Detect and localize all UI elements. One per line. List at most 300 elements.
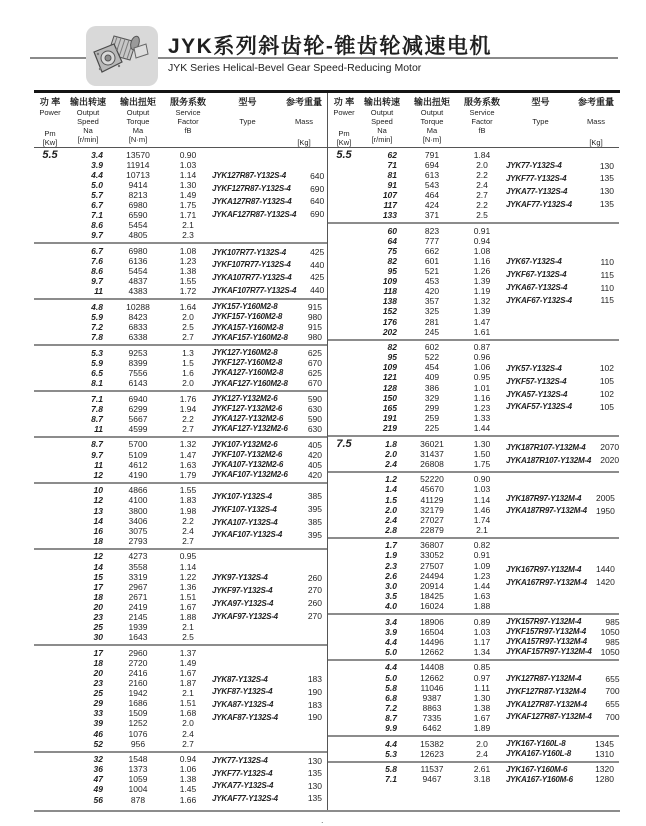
output-torque-value: 16504 [420, 626, 444, 637]
service-factor-value: 1.84 [473, 149, 491, 160]
mass-value: 385 [307, 491, 322, 502]
output-speed-value: 2.4 [385, 458, 397, 469]
service-factor-value: 2.1 [182, 688, 194, 699]
output-torque-value: 4190 [128, 469, 148, 480]
output-torque-value: 1059 [128, 774, 148, 785]
output-speed-value: 23 [93, 611, 103, 622]
mass-value: 135 [599, 173, 614, 184]
output-torque-value: 9467 [422, 774, 442, 785]
output-torque-value: 9387 [422, 692, 442, 703]
output-speed-value: 62 [387, 149, 397, 160]
service-factor-value: 2.2 [182, 413, 194, 424]
type-designation: JYKA127-Y132M2-6 [212, 414, 284, 424]
rating-rows [360, 439, 504, 469]
type-row [212, 246, 324, 259]
header-service-factor: 服务系数 Service Factor fB [463, 97, 500, 135]
output-speed-value: 1.4 [385, 484, 397, 495]
output-speed-value: 1.9 [385, 550, 397, 561]
output-speed-value: 2.0 [385, 504, 397, 515]
rating-row [66, 551, 210, 561]
output-torque-value: 1509 [128, 708, 148, 719]
mass-value: 2005 [595, 493, 615, 504]
service-factor-value: 1.23 [179, 255, 197, 266]
output-speed-value: 64 [387, 235, 397, 246]
type-designation: JYKAF157R97-Y132M-4 [506, 647, 592, 657]
type-row [506, 268, 614, 281]
output-torque-value: 1252 [128, 718, 148, 729]
service-factor-value: 1.32 [179, 439, 197, 450]
type-row [212, 424, 322, 434]
rating-row [360, 413, 504, 423]
output-speed-value: 133 [382, 210, 397, 221]
service-factor-value: 0.91 [473, 550, 491, 561]
rating-rows [66, 394, 210, 434]
rating-row [360, 362, 504, 372]
type-designation: JYKA127R87-Y132M-4 [506, 699, 587, 709]
output-speed-value: 7.8 [91, 403, 103, 414]
service-factor-value: 1.49 [179, 189, 197, 200]
rating-group [34, 751, 327, 807]
type-designation: JYKAF107-Y132S-4 [212, 530, 283, 540]
output-speed-value: 11 [94, 286, 103, 297]
type-row [506, 185, 614, 198]
rating-row [66, 460, 210, 470]
service-factor-value: 1.47 [179, 449, 197, 460]
type-list [210, 150, 329, 241]
output-speed-value: 18 [93, 591, 103, 602]
output-torque-value: 6980 [128, 245, 148, 256]
column-header [34, 93, 327, 148]
output-speed-value: 4.4 [91, 169, 103, 180]
rating-rows [360, 764, 504, 784]
output-speed-value: 12 [93, 469, 103, 480]
rating-rows [360, 739, 504, 759]
mass-value: 135 [307, 768, 322, 779]
type-designation: JYKA107-Y132M2-6 [212, 460, 284, 470]
rating-rows [66, 439, 210, 479]
rating-row [66, 378, 210, 388]
rating-row [360, 713, 504, 723]
output-speed-value: 82 [387, 342, 397, 353]
rating-row [360, 673, 504, 683]
output-speed-value: 82 [387, 255, 397, 266]
rating-row [360, 317, 504, 327]
mass-value: 425 [310, 272, 325, 283]
output-torque-value: 6299 [128, 403, 148, 414]
service-factor-value: 1.63 [179, 459, 197, 470]
service-factor-value: 1.37 [179, 647, 197, 658]
header-mass: 参考重量 Mass [Kg] [577, 97, 614, 147]
output-torque-value: 4805 [128, 230, 148, 241]
output-speed-value: 9.7 [91, 449, 103, 460]
mass-value: 690 [310, 183, 325, 194]
header-torque: 输出扭矩 Output Torque Ma [N·m] [119, 97, 156, 144]
header-service-factor: 服务系数 Service Factor fB [169, 97, 206, 135]
rating-row [66, 536, 210, 546]
service-factor-value: 1.79 [179, 469, 197, 480]
rating-row [66, 572, 210, 582]
type-designation: JYKA157R97-Y132M-4 [506, 637, 587, 647]
output-torque-value: 32179 [420, 504, 444, 515]
output-torque-value: 1076 [128, 728, 148, 739]
type-designation: JYKA167-Y160M-6 [506, 774, 573, 784]
rating-row [360, 617, 504, 627]
type-designation: JYKAF57-Y132S-4 [506, 402, 572, 412]
output-speed-value: 176 [382, 316, 397, 327]
output-speed-value: 81 [387, 169, 397, 180]
output-torque-value: 878 [130, 794, 146, 805]
output-torque-value: 5454 [128, 220, 148, 231]
type-row [506, 375, 614, 388]
type-designation: JYKA67-Y132S-4 [506, 283, 568, 293]
service-factor-value: 1.33 [473, 412, 491, 423]
type-designation: JYK157R97-Y132M-4 [506, 617, 582, 627]
type-row [506, 774, 614, 784]
power-value [328, 617, 360, 657]
column-header [328, 93, 619, 148]
rating-row [66, 739, 210, 749]
output-torque-value: 24494 [420, 570, 444, 581]
rating-row [360, 561, 504, 571]
header-type: 型号 Type [238, 97, 257, 126]
output-torque-value: 3800 [128, 505, 148, 516]
rating-row [360, 342, 504, 352]
rating-row [66, 795, 210, 805]
type-designation: JYKAF127-Y132M2-6 [212, 424, 288, 434]
output-torque-value: 521 [424, 266, 440, 277]
output-speed-value: 1.2 [385, 474, 397, 485]
mass-value: 1310 [595, 748, 614, 759]
rating-rows [66, 754, 210, 805]
rating-row [360, 484, 504, 494]
output-torque-value: 2160 [128, 678, 148, 689]
service-factor-value: 2.4 [182, 525, 194, 536]
type-list [210, 302, 327, 342]
type-row [506, 362, 614, 375]
service-factor-value: 1.14 [473, 494, 491, 505]
service-factor-value: 1.23 [473, 402, 491, 413]
service-factor-value: 2.5 [476, 210, 488, 221]
type-designation: JYK127-Y160M2-8 [212, 348, 278, 358]
type-designation: JYK157-Y160M2-8 [212, 302, 278, 312]
output-speed-value: 5.9 [91, 311, 103, 322]
output-torque-value: 12662 [420, 672, 444, 683]
service-factor-value: 1.45 [179, 784, 197, 795]
rating-row [360, 286, 504, 296]
type-row [506, 627, 620, 637]
output-torque-value: 20914 [420, 580, 444, 591]
service-factor-value: 1.87 [179, 678, 197, 689]
mass-value: 655 [605, 673, 620, 684]
power-value [34, 551, 66, 642]
mass-value: 183 [307, 674, 322, 685]
type-row [506, 281, 614, 294]
output-torque-value: 6136 [128, 255, 148, 266]
type-designation: JYKF97-Y132S-4 [212, 585, 273, 595]
type-row [212, 404, 322, 414]
rating-row [66, 210, 210, 220]
output-torque-value: 409 [424, 372, 440, 383]
rating-row [66, 495, 210, 505]
type-row [212, 470, 322, 480]
rating-row [360, 474, 504, 484]
service-factor-value: 1.39 [473, 306, 491, 317]
output-torque-value: 26808 [420, 458, 444, 469]
rating-row [360, 662, 504, 672]
output-speed-value: 150 [382, 392, 397, 403]
output-torque-value: 2720 [128, 657, 148, 668]
output-torque-value: 602 [424, 342, 440, 353]
power-value [328, 540, 360, 611]
output-torque-value: 1939 [128, 622, 148, 633]
type-row [212, 792, 322, 805]
service-factor-value: 1.46 [473, 504, 491, 515]
output-speed-value: 3.9 [91, 159, 103, 170]
output-speed-value: 12 [93, 551, 103, 562]
mass-value: 640 [310, 170, 325, 181]
service-factor-value: 0.95 [179, 551, 197, 562]
rating-row [360, 683, 504, 693]
service-factor-value: 1.88 [473, 600, 491, 611]
output-speed-value: 4.0 [385, 600, 397, 611]
service-factor-value: 1.06 [179, 764, 197, 775]
rating-row [360, 693, 504, 703]
service-factor-value: 0.94 [473, 235, 491, 246]
rating-row [360, 571, 504, 581]
mass-value: 135 [307, 793, 322, 804]
service-factor-value: 1.03 [179, 159, 197, 170]
output-speed-value: 33 [93, 708, 103, 719]
output-speed-value: 95 [387, 266, 397, 277]
rating-row [360, 256, 504, 266]
output-speed-value: 6.5 [91, 367, 103, 378]
type-row [506, 764, 614, 774]
output-speed-value: 5.0 [385, 672, 397, 683]
type-designation: JYK97-Y132S-4 [212, 573, 268, 583]
type-designation: JYKF127R87-Y132S-4 [212, 184, 291, 194]
type-list [210, 246, 329, 297]
output-torque-value: 662 [424, 245, 440, 256]
power-value [328, 764, 360, 784]
rating-row [360, 505, 504, 515]
rating-row [66, 602, 210, 612]
type-row [506, 617, 620, 627]
output-torque-value: 31437 [420, 448, 444, 459]
rating-row [66, 190, 210, 200]
output-torque-value: 45670 [420, 484, 444, 495]
service-factor-value: 1.5 [182, 357, 194, 368]
service-factor-value: 1.71 [179, 210, 197, 221]
rating-row [66, 150, 210, 160]
type-row [506, 576, 615, 589]
service-factor-value: 1.08 [473, 245, 491, 256]
rating-row [66, 450, 210, 460]
output-torque-value: 464 [424, 189, 440, 200]
rating-row [66, 246, 210, 256]
rating-row [66, 612, 210, 622]
output-speed-value: 3.0 [385, 580, 397, 591]
output-speed-value: 121 [382, 372, 397, 383]
service-factor-value: 1.34 [473, 646, 491, 657]
service-factor-value: 0.90 [473, 474, 491, 485]
mass-value: 115 [600, 295, 614, 306]
service-factor-value: 1.06 [473, 362, 491, 373]
type-row [506, 672, 620, 685]
output-speed-value: 5.8 [385, 682, 397, 693]
output-speed-value: 56 [93, 794, 103, 805]
type-list [504, 662, 625, 733]
output-torque-value: 225 [424, 422, 440, 433]
type-row [212, 597, 322, 610]
service-factor-value: 1.03 [473, 484, 491, 495]
mass-value: 1280 [595, 774, 614, 785]
type-designation: JYKA107R77-Y132S-4 [212, 272, 292, 282]
output-torque-value: 357 [424, 296, 440, 307]
output-torque-value: 2145 [128, 611, 148, 622]
rating-row [360, 525, 504, 535]
table-right-half [327, 93, 619, 810]
output-speed-value: 117 [383, 199, 397, 210]
output-speed-value: 1.8 [385, 438, 397, 449]
output-torque-value: 371 [424, 210, 440, 221]
type-list [504, 764, 619, 784]
type-designation: JYKF127-Y160M2-8 [212, 358, 283, 368]
output-speed-value: 7.1 [91, 393, 103, 404]
type-row [212, 711, 322, 724]
rating-row [66, 266, 210, 276]
service-factor-value: 1.64 [179, 301, 197, 312]
service-factor-value: 1.61 [473, 326, 491, 337]
rating-row [66, 562, 210, 572]
output-speed-value: 20 [93, 601, 103, 612]
output-speed-value: 36 [93, 764, 103, 775]
type-row [212, 312, 322, 322]
table-left-half [34, 93, 327, 810]
rating-row [66, 648, 210, 658]
type-designation: JYK107-Y132M2-6 [212, 440, 278, 450]
rating-row [66, 688, 210, 698]
type-row [212, 685, 322, 698]
type-row [506, 441, 619, 454]
gear-motor-illustration [90, 30, 154, 82]
output-speed-value: 17 [93, 647, 103, 658]
type-designation: JYKF107R77-Y132S-4 [212, 260, 291, 270]
mass-value: 630 [307, 403, 322, 414]
output-speed-value: 39 [93, 718, 103, 729]
rating-row [360, 170, 504, 180]
rating-row [66, 698, 210, 708]
rating-row [360, 723, 504, 733]
output-speed-value: 8.1 [91, 378, 103, 388]
ratings-groups [328, 148, 619, 810]
output-speed-value: 8.7 [91, 413, 103, 424]
service-factor-value: 1.38 [473, 702, 491, 713]
type-row [212, 450, 322, 460]
rating-row [360, 627, 504, 637]
mass-value: 102 [599, 363, 614, 374]
service-factor-value: 1.32 [473, 296, 491, 307]
service-factor-value: 1.67 [179, 601, 197, 612]
mass-value: 2020 [600, 455, 620, 466]
rating-rows [360, 540, 504, 611]
rating-row [360, 739, 504, 749]
type-row [212, 584, 322, 597]
mass-value: 1050 [600, 626, 620, 637]
mass-value: 102 [599, 389, 614, 399]
output-torque-value: 1686 [128, 698, 148, 709]
mass-value: 690 [310, 209, 325, 220]
service-factor-value: 1.30 [179, 179, 197, 190]
output-speed-value: 1.5 [385, 494, 397, 505]
mass-value: 420 [307, 469, 322, 480]
power-value [34, 246, 66, 297]
power-value [34, 394, 66, 434]
output-speed-value: 3.4 [385, 616, 397, 627]
service-factor-value: 1.75 [179, 199, 197, 210]
type-designation: JYK127R87-Y132M-4 [506, 674, 582, 684]
rating-row [66, 729, 210, 739]
service-factor-value: 3.18 [473, 774, 491, 785]
service-factor-value: 1.17 [473, 636, 491, 647]
mass-value: 425 [310, 247, 325, 258]
mass-value: 405 [307, 459, 322, 470]
output-speed-value: 118 [383, 286, 397, 297]
mass-value: 985 [605, 636, 620, 647]
output-speed-value: 6.7 [91, 245, 103, 256]
rating-row [66, 708, 210, 718]
power-value [328, 474, 360, 535]
power-value [328, 226, 360, 337]
output-speed-value: 14 [93, 515, 103, 526]
output-speed-value: 5.7 [91, 189, 103, 200]
output-speed-value: 18 [93, 535, 103, 546]
rating-row [66, 526, 210, 536]
output-speed-value: 152 [382, 306, 397, 317]
output-speed-value: 20 [93, 667, 103, 678]
output-speed-value: 47 [93, 774, 103, 785]
service-factor-value: 2.61 [473, 764, 491, 775]
output-speed-value: 6.7 [91, 199, 103, 210]
service-factor-value: 1.51 [179, 698, 197, 709]
rating-row [360, 327, 504, 337]
mass-value: 130 [599, 160, 614, 171]
rating-rows [66, 302, 210, 342]
type-designation: JYKA77-Y132S-4 [212, 781, 274, 791]
output-speed-value: 75 [387, 245, 397, 256]
service-factor-value: 2.0 [476, 738, 488, 749]
mass-value: 183 [307, 699, 322, 710]
output-speed-value: 8.6 [91, 220, 103, 231]
rating-row [360, 439, 504, 449]
type-list [504, 439, 624, 469]
output-torque-value: 424 [424, 199, 440, 210]
output-speed-value: 25 [93, 622, 103, 633]
rating-row [66, 332, 210, 342]
output-torque-value: 325 [424, 306, 440, 317]
rating-row [360, 703, 504, 713]
service-factor-value: 1.14 [179, 561, 197, 572]
rating-row [66, 170, 210, 180]
type-row [506, 454, 619, 467]
service-factor-value: 0.89 [473, 616, 491, 627]
output-torque-value: 386 [424, 382, 440, 393]
rating-row [66, 506, 210, 516]
rating-row [360, 647, 504, 657]
mass-value: 590 [307, 413, 322, 424]
rating-row [360, 540, 504, 550]
output-torque-value: 6143 [128, 378, 148, 388]
type-designation: JYKAF77-Y132S-4 [212, 793, 278, 803]
